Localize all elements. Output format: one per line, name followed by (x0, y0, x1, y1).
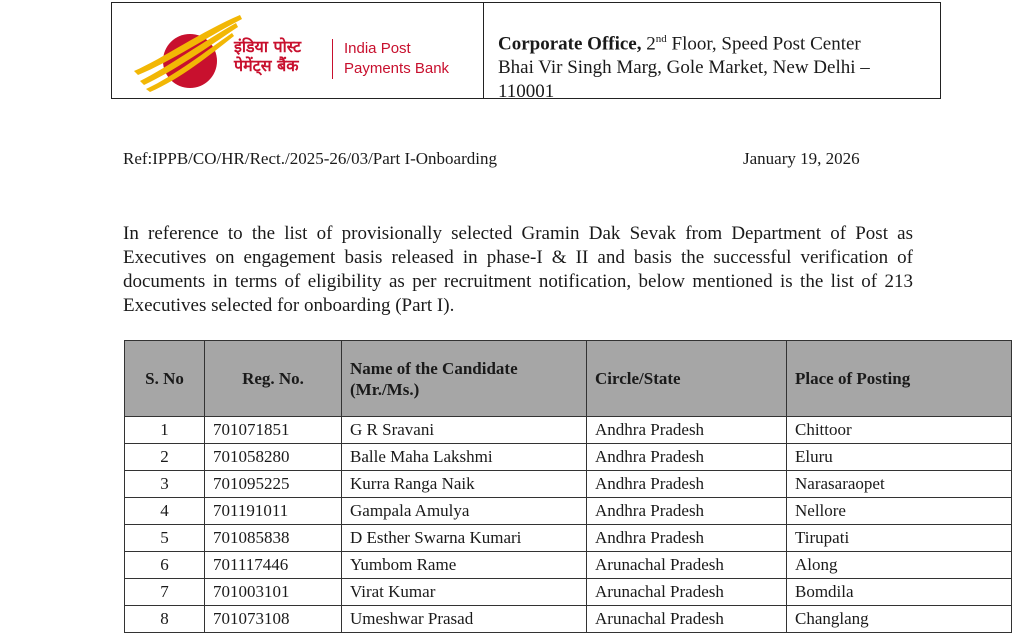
logo-divider (332, 39, 333, 79)
address-line-2: Bhai Vir Singh Marg, Gole Market, New Delhi – (498, 57, 870, 79)
intro-paragraph: In reference to the list of provisionally selected Gramin Dak Sevak from Department of Post as Executives on engagement basis released in phase-I & II and basis the successful verification of documents in terms of eligibility as per recruitment notification, below mentioned is the list of 213 Executives selected for onboarding (Part I). (123, 223, 913, 316)
office-label: Corporate Office, (498, 33, 642, 55)
letterhead (111, 2, 941, 103)
table-row: 4 701191011 Gampala Amulya Andhra Pradesh Nellore (125, 498, 1012, 525)
table-row: 2 701058280 Balle Maha Lakshmi Andhra Pradesh Eluru (125, 444, 1012, 471)
office-address: Corporate Office, 2nd Floor, Speed Post Center Bhai Vir Singh Marg, Gole Market, New Delhi – 110001 (484, 3, 940, 98)
table-row: 1 701071851 G R Sravani Andhra Pradesh Chittoor (125, 417, 1012, 444)
ippb-logo-icon (132, 9, 242, 97)
table-row: 3 701095225 Kurra Ranga Naik Andhra Pradesh Narasaraopet (125, 471, 1012, 498)
header-reg-no: Reg. No. (205, 341, 342, 417)
address-line-3: 110001 (498, 81, 555, 103)
header-sno: S. No (125, 341, 205, 417)
table-row: 5 701085838 D Esther Swarna Kumari Andhra Pradesh Tirupati (125, 525, 1012, 552)
header-name: Name of the Candidate (Mr./Ms.) (342, 341, 587, 417)
table-row: 7 701003101 Virat Kumar Arunachal Pradesh Bomdila (125, 579, 1012, 606)
logo-hindi-text: इंडिया पोस्ट पेमेंट्स बैंक (234, 37, 302, 75)
letter-date: January 19, 2026 (743, 149, 860, 168)
reference-number: Ref:IPPB/CO/HR/Rect./2025-26/03/Part I-Onboarding (123, 149, 497, 168)
logo-english-text: India Post Payments Bank (344, 40, 450, 77)
table-header-row (125, 341, 1012, 417)
table-row: 6 701117446 Yumbom Rame Arunachal Pradesh Along (125, 552, 1012, 579)
logo-block (112, 3, 484, 98)
candidate-table (124, 340, 1012, 633)
header-circle: Circle/State (587, 341, 787, 417)
table-row: 8 701073108 Umeshwar Prasad Arunachal Pradesh Changlang (125, 606, 1012, 633)
header-place: Place of Posting (787, 341, 1012, 417)
